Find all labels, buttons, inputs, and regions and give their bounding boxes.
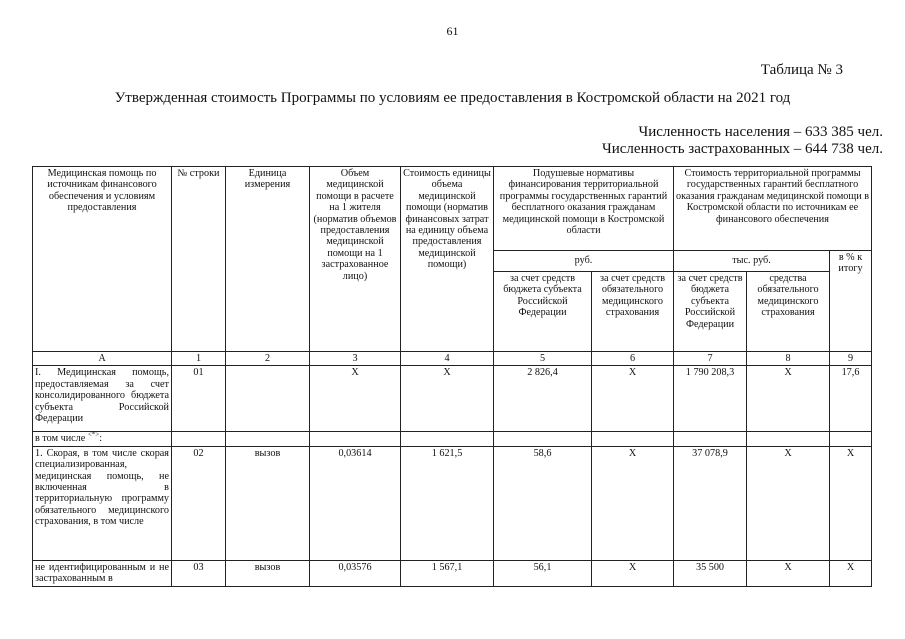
table-row — [33, 432, 872, 446]
row-total-oms: Х — [747, 366, 830, 432]
header-rub: руб. — [494, 251, 674, 272]
row-unit-cost: 1 567,1 — [401, 560, 494, 586]
column-number: А — [33, 352, 172, 366]
row-unit: вызов — [226, 560, 310, 586]
row-per-capita-budget: 2 826,4 — [494, 366, 592, 432]
row-percent: Х — [830, 560, 872, 586]
column-number: 5 — [494, 352, 592, 366]
header-col-unit-cost: Стоимость единицы объема медицинской помощи (норматив финансовых затрат на единицу объема предоставления медицинской помощи) — [401, 167, 494, 352]
row-unit-cost: Х — [401, 366, 494, 432]
row-service-name: не идентифицированным и не застрахованным в — [33, 560, 172, 586]
row-volume: 0,03576 — [310, 560, 401, 586]
column-number: 3 — [310, 352, 401, 366]
row-total-oms: Х — [747, 560, 830, 586]
header-group-per-capita: Подушевые нормативы финансирования территориальной программы государственных гарантий бесплатного оказания гражданам медицинской помощи в Костромской области — [494, 167, 674, 251]
row-service-name: I. Медицинская помощь, предоставляемая за счет консолидированного бюджета субъекта Российской Федерации — [33, 366, 172, 432]
row-per-capita-oms: Х — [592, 560, 674, 586]
row-per-capita-budget: 56,1 — [494, 560, 592, 586]
document-title: Утвержденная стоимость Программы по условиям ее предоставления в Костромской области на 2021 год — [114, 90, 791, 106]
cost-table — [32, 166, 872, 587]
row-percent: 17,6 — [830, 366, 872, 432]
column-number: 1 — [172, 352, 226, 366]
row-per-capita-budget: 58,6 — [494, 446, 592, 560]
header-sub-oms-thousand: средства обязательного медицинского страхования — [747, 272, 830, 352]
column-number: 2 — [226, 352, 310, 366]
row-number: 03 — [172, 560, 226, 586]
page-number: 61 — [446, 24, 459, 38]
header-col-row-number: № строки — [172, 167, 226, 352]
row-unit — [226, 366, 310, 432]
column-number: 9 — [830, 352, 872, 366]
row-service-name: 1. Скорая, в том числе скорая специализированная, медицинская помощь, не включенная в территориальную программу обязательного медицинского страхования, в том числе — [33, 446, 172, 560]
row-total-oms: Х — [747, 446, 830, 560]
row-total-budget: 1 790 208,3 — [674, 366, 747, 432]
row-total-budget: 37 078,9 — [674, 446, 747, 560]
row-service-name: в том числе <*>: — [33, 432, 172, 446]
population-line: Численность населения – 633 385 чел. — [638, 124, 883, 140]
header-group-program-cost: Стоимость территориальной программы государственных гарантий бесплатного оказания гражданам медицинской помощи в Костромской области по источникам ее финансового обеспечения — [674, 167, 872, 251]
row-per-capita-oms: Х — [592, 446, 674, 560]
header-col-volume: Объем медицинской помощи в расчете на 1 жителя (норматив объемов предоставления медицинской помощи на 1 застрахованное лицо) — [310, 167, 401, 352]
row-volume: 0,03614 — [310, 446, 401, 560]
insured-line: Численность застрахованных – 644 738 чел. — [602, 141, 883, 157]
column-number-row — [33, 352, 872, 366]
column-number: 8 — [747, 352, 830, 366]
column-number: 4 — [401, 352, 494, 366]
header-col-unit: Единица измерения — [226, 167, 310, 352]
header-sub-oms: за счет средств обязательного медицинского страхования — [592, 272, 674, 352]
row-per-capita-oms: Х — [592, 366, 674, 432]
header-percent-total: в % к итогу — [830, 251, 872, 352]
table-row — [33, 366, 872, 432]
footnote-marker: <*> — [87, 431, 100, 440]
table-row — [33, 560, 872, 586]
row-number: 02 — [172, 446, 226, 560]
row-number: 01 — [172, 366, 226, 432]
row-percent: Х — [830, 446, 872, 560]
row-volume: Х — [310, 366, 401, 432]
header-thousand-rub: тыс. руб. — [674, 251, 830, 272]
table-row — [33, 446, 872, 560]
table-number: Таблица № 3 — [760, 62, 843, 78]
row-total-budget: 35 500 — [674, 560, 747, 586]
header-sub-budget: за счет средств бюджета субъекта Российской Федерации — [494, 272, 592, 352]
header-col-service: Медицинская помощь по источникам финансового обеспечения и условиям предоставления — [33, 167, 172, 352]
column-number: 7 — [674, 352, 747, 366]
column-number: 6 — [592, 352, 674, 366]
row-unit-cost: 1 621,5 — [401, 446, 494, 560]
header-sub-budget-thousand: за счет средств бюджета субъекта Российской Федерации — [674, 272, 747, 352]
row-unit: вызов — [226, 446, 310, 560]
